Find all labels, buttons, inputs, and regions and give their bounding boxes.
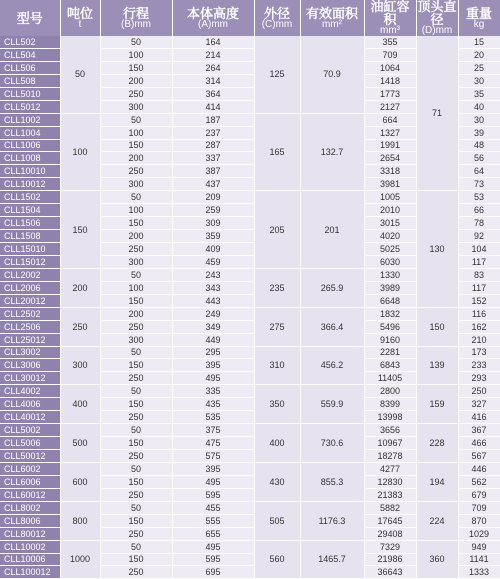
- weight-cell: 1333: [458, 566, 500, 579]
- height-cell: 209: [172, 191, 254, 204]
- height-cell: 437: [172, 178, 254, 191]
- stroke-cell: 250: [100, 320, 172, 333]
- weight-cell: 48: [458, 139, 500, 152]
- weight-cell: 949: [458, 540, 500, 553]
- outer-diameter-cell: 125: [254, 36, 300, 113]
- model-cell: CLL60012: [0, 488, 60, 501]
- outer-diameter-cell: 505: [254, 501, 300, 540]
- weight-cell: 250: [458, 385, 500, 398]
- tonnage-cell: 150: [60, 191, 100, 269]
- table-row: [0, 424, 500, 437]
- oil-volume-cell: 6648: [364, 294, 416, 307]
- outer-diameter-cell: 310: [254, 346, 300, 385]
- effective-area-cell: 366.4: [300, 307, 364, 346]
- height-cell: 249: [172, 307, 254, 320]
- height-cell: 264: [172, 61, 254, 74]
- header-height: 本体高度 (A)mm: [172, 0, 254, 36]
- weight-cell: 233: [458, 359, 500, 372]
- model-cell: CLL2002: [0, 268, 60, 281]
- model-cell: CLL80012: [0, 527, 60, 540]
- outer-diameter-cell: 235: [254, 268, 300, 307]
- weight-cell: 152: [458, 294, 500, 307]
- stroke-cell: 50: [100, 268, 172, 281]
- oil-volume-cell: 3656: [364, 424, 416, 437]
- oil-volume-cell: 9160: [364, 333, 416, 346]
- height-cell: 337: [172, 152, 254, 165]
- height-cell: 495: [172, 372, 254, 385]
- oil-volume-cell: 3015: [364, 217, 416, 230]
- weight-cell: 56: [458, 152, 500, 165]
- head-diameter-cell: 159: [416, 385, 458, 424]
- weight-cell: 367: [458, 424, 500, 437]
- model-cell: CLL504: [0, 48, 60, 61]
- oil-volume-cell: 1327: [364, 126, 416, 139]
- weight-cell: 30: [458, 74, 500, 87]
- weight-cell: 567: [458, 450, 500, 463]
- model-cell: CLL3002: [0, 346, 60, 359]
- stroke-cell: 150: [100, 437, 172, 450]
- weight-cell: 40: [458, 100, 500, 113]
- tonnage-cell: 400: [60, 385, 100, 424]
- effective-area-cell: 559.9: [300, 385, 364, 424]
- tonnage-cell: 200: [60, 268, 100, 307]
- effective-area-cell: 855.3: [300, 462, 364, 501]
- oil-volume-cell: 2010: [364, 204, 416, 217]
- weight-cell: 92: [458, 230, 500, 243]
- stroke-cell: 100: [100, 281, 172, 294]
- height-cell: 375: [172, 424, 254, 437]
- model-cell: CLL100012: [0, 566, 60, 579]
- height-cell: 259: [172, 204, 254, 217]
- oil-volume-cell: 1832: [364, 307, 416, 320]
- weight-cell: 64: [458, 165, 500, 178]
- weight-cell: 15: [458, 36, 500, 48]
- model-cell: CLL25012: [0, 333, 60, 346]
- head-diameter-cell: 194: [416, 462, 458, 501]
- oil-volume-cell: 1773: [364, 87, 416, 100]
- weight-cell: 66: [458, 204, 500, 217]
- header-oil-volume: 油缸容积 mm³: [364, 0, 416, 36]
- table-body: [0, 36, 500, 579]
- stroke-cell: 250: [100, 488, 172, 501]
- weight-cell: 327: [458, 398, 500, 411]
- weight-cell: 1141: [458, 553, 500, 566]
- oil-volume-cell: 2800: [364, 385, 416, 398]
- model-cell: CLL5006: [0, 437, 60, 450]
- stroke-cell: 250: [100, 450, 172, 463]
- stroke-cell: 100: [100, 204, 172, 217]
- stroke-cell: 200: [100, 230, 172, 243]
- oil-volume-cell: 17645: [364, 514, 416, 527]
- oil-volume-cell: 4020: [364, 230, 416, 243]
- height-cell: 535: [172, 411, 254, 424]
- tonnage-cell: 300: [60, 346, 100, 385]
- tonnage-cell: 800: [60, 501, 100, 540]
- weight-cell: 83: [458, 268, 500, 281]
- effective-area-cell: 456.2: [300, 346, 364, 385]
- tonnage-cell: 600: [60, 462, 100, 501]
- outer-diameter-cell: 430: [254, 462, 300, 501]
- height-cell: 314: [172, 74, 254, 87]
- header-model: 型号: [0, 0, 60, 36]
- model-cell: CLL1006: [0, 139, 60, 152]
- weight-cell: 679: [458, 488, 500, 501]
- model-cell: CLL10012: [0, 178, 60, 191]
- stroke-cell: 250: [100, 243, 172, 256]
- weight-cell: 466: [458, 437, 500, 450]
- stroke-cell: 50: [100, 462, 172, 475]
- header-row: [0, 0, 500, 36]
- stroke-cell: 50: [100, 385, 172, 398]
- oil-volume-cell: 3981: [364, 178, 416, 191]
- oil-volume-cell: 2281: [364, 346, 416, 359]
- model-cell: CLL15010: [0, 243, 60, 256]
- head-diameter-cell: 130: [416, 191, 458, 307]
- oil-volume-cell: 36643: [364, 566, 416, 579]
- stroke-cell: 250: [100, 566, 172, 579]
- model-cell: CLL20012: [0, 294, 60, 307]
- model-cell: CLL1504: [0, 204, 60, 217]
- height-cell: 295: [172, 346, 254, 359]
- stroke-cell: 150: [100, 514, 172, 527]
- weight-cell: 73: [458, 178, 500, 191]
- height-cell: 435: [172, 398, 254, 411]
- model-cell: CLL15012: [0, 255, 60, 268]
- height-cell: 555: [172, 514, 254, 527]
- stroke-cell: 250: [100, 372, 172, 385]
- model-cell: CLL506: [0, 61, 60, 74]
- model-cell: CLL2506: [0, 320, 60, 333]
- stroke-cell: 150: [100, 217, 172, 230]
- head-diameter-cell: 71: [416, 36, 458, 191]
- height-cell: 455: [172, 501, 254, 514]
- tonnage-cell: 100: [60, 113, 100, 191]
- height-cell: 349: [172, 320, 254, 333]
- weight-cell: 104: [458, 243, 500, 256]
- weight-cell: 117: [458, 281, 500, 294]
- height-cell: 395: [172, 359, 254, 372]
- table-row: [0, 385, 500, 398]
- model-cell: CLL50012: [0, 450, 60, 463]
- effective-area-cell: 1465.7: [300, 540, 364, 579]
- model-cell: CLL10010: [0, 165, 60, 178]
- effective-area-cell: 265.9: [300, 268, 364, 307]
- table-row: [0, 501, 500, 514]
- weight-cell: 870: [458, 514, 500, 527]
- height-cell: 495: [172, 475, 254, 488]
- stroke-cell: 200: [100, 74, 172, 87]
- head-diameter-cell: 224: [416, 501, 458, 540]
- height-cell: 359: [172, 230, 254, 243]
- weight-cell: 116: [458, 307, 500, 320]
- table-row: [0, 346, 500, 359]
- model-cell: CLL4002: [0, 385, 60, 398]
- oil-volume-cell: 5496: [364, 320, 416, 333]
- weight-cell: 173: [458, 346, 500, 359]
- height-cell: 495: [172, 540, 254, 553]
- table-row: [0, 36, 500, 48]
- weight-cell: 162: [458, 320, 500, 333]
- head-diameter-cell: 139: [416, 346, 458, 385]
- header-effective-area: 有效面积 mm²: [300, 0, 364, 36]
- stroke-cell: 100: [100, 126, 172, 139]
- weight-cell: 562: [458, 475, 500, 488]
- tonnage-cell: 250: [60, 307, 100, 346]
- tonnage-cell: 1000: [60, 540, 100, 579]
- oil-volume-cell: 21986: [364, 553, 416, 566]
- stroke-cell: 200: [100, 152, 172, 165]
- oil-volume-cell: 6030: [364, 255, 416, 268]
- stroke-cell: 50: [100, 501, 172, 514]
- weight-cell: 210: [458, 333, 500, 346]
- oil-volume-cell: 5025: [364, 243, 416, 256]
- oil-volume-cell: 7329: [364, 540, 416, 553]
- height-cell: 475: [172, 437, 254, 450]
- weight-cell: 117: [458, 255, 500, 268]
- stroke-cell: 150: [100, 294, 172, 307]
- height-cell: 459: [172, 255, 254, 268]
- height-cell: 187: [172, 113, 254, 126]
- model-cell: CLL10006: [0, 553, 60, 566]
- stroke-cell: 50: [100, 113, 172, 126]
- model-cell: CLL1004: [0, 126, 60, 139]
- table-row: [0, 307, 500, 320]
- model-cell: CLL508: [0, 74, 60, 87]
- oil-volume-cell: 664: [364, 113, 416, 126]
- oil-volume-cell: 1330: [364, 268, 416, 281]
- header-weight: 重量 kg: [458, 0, 500, 36]
- model-cell: CLL40012: [0, 411, 60, 424]
- outer-diameter-cell: 275: [254, 307, 300, 346]
- outer-diameter-cell: 165: [254, 113, 300, 191]
- stroke-cell: 50: [100, 540, 172, 553]
- oil-volume-cell: 5882: [364, 501, 416, 514]
- stroke-cell: 100: [100, 48, 172, 61]
- oil-volume-cell: 1418: [364, 74, 416, 87]
- tonnage-cell: 500: [60, 424, 100, 463]
- stroke-cell: 150: [100, 359, 172, 372]
- stroke-cell: 150: [100, 553, 172, 566]
- head-diameter-cell: 228: [416, 424, 458, 463]
- height-cell: 449: [172, 333, 254, 346]
- effective-area-cell: 730.6: [300, 424, 364, 463]
- stroke-cell: 300: [100, 255, 172, 268]
- weight-cell: 25: [458, 61, 500, 74]
- stroke-cell: 150: [100, 475, 172, 488]
- model-cell: CLL1506: [0, 217, 60, 230]
- height-cell: 243: [172, 268, 254, 281]
- weight-cell: 78: [458, 217, 500, 230]
- stroke-cell: 150: [100, 139, 172, 152]
- oil-volume-cell: 2654: [364, 152, 416, 165]
- stroke-cell: 150: [100, 398, 172, 411]
- stroke-cell: 250: [100, 527, 172, 540]
- outer-diameter-cell: 205: [254, 191, 300, 269]
- model-cell: CLL2502: [0, 307, 60, 320]
- stroke-cell: 300: [100, 178, 172, 191]
- stroke-cell: 300: [100, 100, 172, 113]
- stroke-cell: 50: [100, 191, 172, 204]
- oil-volume-cell: 12830: [364, 475, 416, 488]
- effective-area-cell: 70.9: [300, 36, 364, 113]
- weight-cell: 20: [458, 48, 500, 61]
- model-cell: CLL4006: [0, 398, 60, 411]
- header-outer-diameter: 外径 (C)mm: [254, 0, 300, 36]
- model-cell: CLL30012: [0, 372, 60, 385]
- effective-area-cell: 132.7: [300, 113, 364, 191]
- height-cell: 364: [172, 87, 254, 100]
- height-cell: 695: [172, 566, 254, 579]
- height-cell: 309: [172, 217, 254, 230]
- weight-cell: 416: [458, 411, 500, 424]
- model-cell: CLL1002: [0, 113, 60, 126]
- oil-volume-cell: 4277: [364, 462, 416, 475]
- oil-volume-cell: 11405: [364, 372, 416, 385]
- model-cell: CLL1508: [0, 230, 60, 243]
- oil-volume-cell: 21383: [364, 488, 416, 501]
- model-cell: CLL8002: [0, 501, 60, 514]
- oil-volume-cell: 13998: [364, 411, 416, 424]
- oil-volume-cell: 8399: [364, 398, 416, 411]
- stroke-cell: 200: [100, 307, 172, 320]
- height-cell: 575: [172, 450, 254, 463]
- oil-volume-cell: 355: [364, 36, 416, 48]
- oil-volume-cell: 1005: [364, 191, 416, 204]
- height-cell: 387: [172, 165, 254, 178]
- model-cell: CLL5002: [0, 424, 60, 437]
- model-cell: CLL5012: [0, 100, 60, 113]
- model-cell: CLL10002: [0, 540, 60, 553]
- stroke-cell: 250: [100, 87, 172, 100]
- stroke-cell: 50: [100, 346, 172, 359]
- oil-volume-cell: 29408: [364, 527, 416, 540]
- header-stroke: 行程 (B)mm: [100, 0, 172, 36]
- height-cell: 164: [172, 36, 254, 48]
- weight-cell: 30: [458, 113, 500, 126]
- model-cell: CLL3006: [0, 359, 60, 372]
- stroke-cell: 300: [100, 333, 172, 346]
- oil-volume-cell: 6843: [364, 359, 416, 372]
- stroke-cell: 250: [100, 411, 172, 424]
- height-cell: 237: [172, 126, 254, 139]
- oil-volume-cell: 10967: [364, 437, 416, 450]
- outer-diameter-cell: 350: [254, 385, 300, 424]
- outer-diameter-cell: 400: [254, 424, 300, 463]
- height-cell: 595: [172, 488, 254, 501]
- weight-cell: 35: [458, 87, 500, 100]
- oil-volume-cell: 2127: [364, 100, 416, 113]
- oil-volume-cell: 1064: [364, 61, 416, 74]
- header-head-diameter: 顶头直径 (D)mm: [417, 0, 457, 36]
- height-cell: 395: [172, 462, 254, 475]
- weight-cell: 1029: [458, 527, 500, 540]
- model-cell: CLL5010: [0, 87, 60, 100]
- oil-volume-cell: 18278: [364, 450, 416, 463]
- model-cell: CLL8006: [0, 514, 60, 527]
- header-tonnage: 吨位 t: [60, 0, 100, 36]
- oil-volume-cell: 1991: [364, 139, 416, 152]
- oil-volume-cell: 3318: [364, 165, 416, 178]
- weight-cell: 53: [458, 191, 500, 204]
- height-cell: 443: [172, 294, 254, 307]
- height-cell: 655: [172, 527, 254, 540]
- model-cell: CLL502: [0, 36, 60, 48]
- table-row: [0, 191, 500, 204]
- height-cell: 343: [172, 281, 254, 294]
- stroke-cell: 50: [100, 424, 172, 437]
- model-cell: CLL1008: [0, 152, 60, 165]
- outer-diameter-cell: 560: [254, 540, 300, 579]
- weight-cell: 446: [458, 462, 500, 475]
- model-cell: CLL6002: [0, 462, 60, 475]
- height-cell: 287: [172, 139, 254, 152]
- model-cell: CLL1502: [0, 191, 60, 204]
- head-diameter-cell: 150: [416, 307, 458, 346]
- height-cell: 414: [172, 100, 254, 113]
- weight-cell: 293: [458, 372, 500, 385]
- weight-cell: 39: [458, 126, 500, 139]
- table-row: [0, 540, 500, 553]
- model-cell: CLL6006: [0, 475, 60, 488]
- stroke-cell: 50: [100, 36, 172, 48]
- stroke-cell: 250: [100, 165, 172, 178]
- height-cell: 335: [172, 385, 254, 398]
- oil-volume-cell: 3989: [364, 281, 416, 294]
- model-cell: CLL2006: [0, 281, 60, 294]
- weight-cell: 709: [458, 501, 500, 514]
- table-row: [0, 462, 500, 475]
- height-cell: 595: [172, 553, 254, 566]
- head-diameter-cell: 360: [416, 540, 458, 579]
- effective-area-cell: 1176.3: [300, 501, 364, 540]
- tonnage-cell: 50: [60, 36, 100, 113]
- effective-area-cell: 201: [300, 191, 364, 269]
- height-cell: 409: [172, 243, 254, 256]
- oil-volume-cell: 709: [364, 48, 416, 61]
- height-cell: 214: [172, 48, 254, 61]
- stroke-cell: 150: [100, 61, 172, 74]
